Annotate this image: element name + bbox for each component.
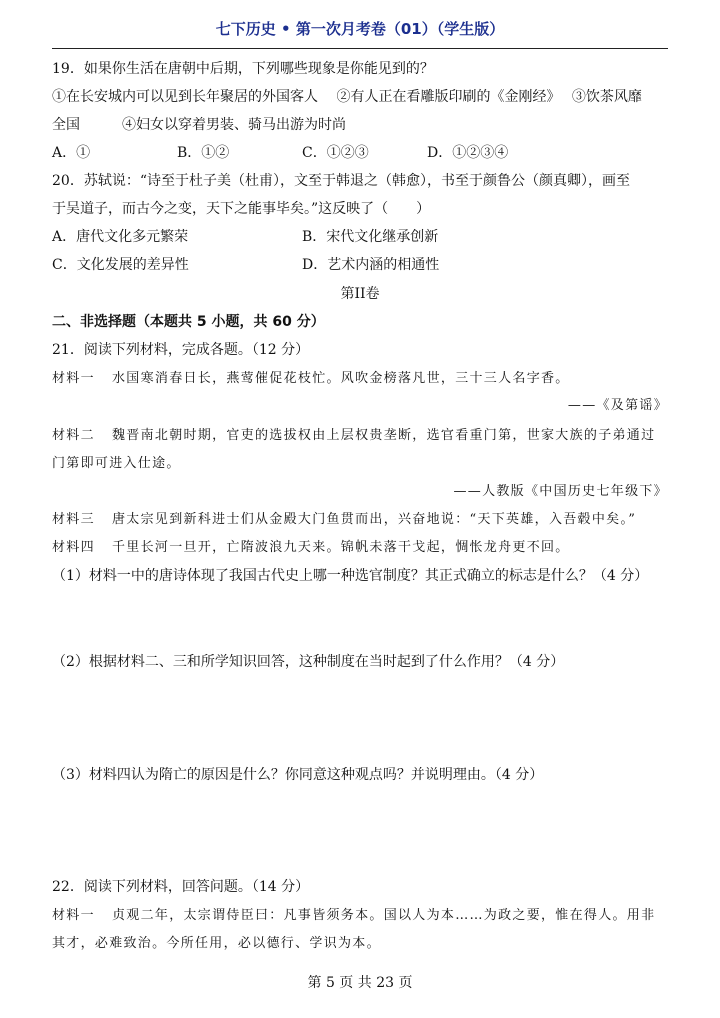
section-heading: 二、非选择题（本题共 5 小题，共 60 分） [52, 314, 325, 330]
q22-stem: 22．阅读下列材料，回答问题。（14 分） [52, 879, 310, 895]
q21-m2-label: 材料二 [52, 428, 95, 443]
header-divider [52, 48, 668, 49]
q20-option-d: D．艺术内涵的相通性 [302, 257, 440, 273]
q21-material-4 [52, 539, 668, 557]
page-header-title: 七下历史 • 第一次月考卷（01）（学生版） [215, 20, 505, 38]
q20-option-c: C．文化发展的差异性 [52, 257, 189, 273]
q19-option-c: C．①②③ [302, 145, 369, 161]
q22-m1-label: 材料一 [52, 908, 95, 923]
q22-material-1 [52, 907, 668, 925]
q21-m2-text-line1: 魏晋南北朝时期，官吏的选拔权由上层权贵垄断，选官看重门第，世家大族的子弟通过 [112, 428, 656, 443]
q21-m4-text: 千里长河一旦开，亡隋波浪九天来。锦帆未落干戈起，惆怅龙舟更不回。 [112, 540, 570, 555]
q21-m2-text-line2: 门第即可进入仕途。 [52, 456, 181, 471]
q21-m4-label: 材料四 [52, 540, 95, 555]
q21-sub-question-3: （3）材料四认为隋亡的原因是什么？你同意这种观点吗？并说明理由。（4 分） [52, 767, 544, 783]
q21-stem: 21．阅读下列材料，完成各题。（12 分） [52, 342, 310, 358]
q21-m1-source: ——《及第谣》 [567, 398, 668, 413]
q21-material-2 [52, 427, 668, 445]
volume-title: 第II卷 [340, 286, 380, 302]
q20-option-b: B．宋代文化继承创新 [302, 229, 439, 245]
q21-material-1 [52, 370, 668, 388]
q21-m1-label: 材料一 [52, 371, 95, 386]
q20-stem-line2: 于吴道子，而古今之变，天下之能事毕矣。”这反映了（ ） [52, 201, 431, 217]
q19-option-a: A．① [52, 145, 91, 161]
q19-statements-line1: ①在长安城内可以见到长年聚居的外国客人 ②有人正在看雕版印刷的《金刚经》 ③饮茶风靡 [52, 89, 642, 105]
q21-sub-question-1: （1）材料一中的唐诗体现了我国古代史上哪一种选官制度？其正式确立的标志是什么？（4 分） [52, 568, 649, 584]
q20-stem-line1: 20．苏轼说：“诗至于杜子美（杜甫），文至于韩退之（韩愈），书至于颜鲁公（颜真卿），画至 [52, 173, 630, 189]
page-number-footer: 第 5 页 共 23 页 [307, 975, 413, 991]
q19-option-d: D．①②③④ [427, 145, 509, 161]
q19-option-b: B．①② [177, 145, 230, 161]
q21-m3-label: 材料三 [52, 512, 95, 527]
q22-m1-text-line1: 贞观二年，太宗谓侍臣曰：凡事皆须务本。国以人为本……为政之要，惟在得人。用非 [112, 908, 656, 923]
q21-m3-text: 唐太宗见到新科进士们从金殿大门鱼贯而出，兴奋地说：“天下英雄，入吾毂中矣。” [112, 512, 637, 527]
q21-m2-source: ——人教版《中国历史七年级下》 [453, 484, 668, 499]
q19-stem: 19．如果你生活在唐朝中后期，下列哪些现象是你能见到的？ [52, 61, 434, 77]
q21-sub-question-2: （2）根据材料二、三和所学知识回答，这种制度在当时起到了什么作用？（4 分） [52, 654, 565, 670]
q20-option-a: A．唐代文化多元繁荣 [52, 229, 189, 245]
q22-m1-text-line2: 其才，必难致治。今所任用，必以德行、学识为本。 [52, 936, 381, 951]
q21-material-3 [52, 511, 668, 529]
q21-m1-text: 水国寒消春日长，燕莺催促花枝忙。风吹金榜落凡世，三十三人名字香。 [112, 371, 570, 386]
q19-statements-line2: 全国 ④妇女以穿着男装、骑马出游为时尚 [52, 117, 346, 133]
